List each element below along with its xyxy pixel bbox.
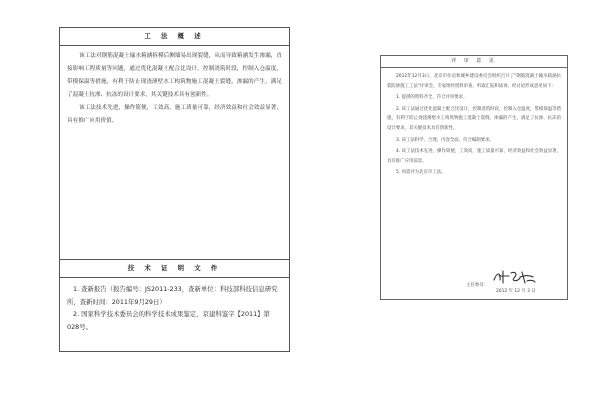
handwritten-signature (491, 268, 537, 286)
review-item: 4. 该工法技术先进，操作简便，工效高，施工质量可靠，经济效益和社会效益显著，具有推广应用前景。 (387, 149, 561, 164)
review-item: 2. 该工法通过优化混凝土配合比设计，控制浇筑时段，控制入仓温度，带模保温等措施，有利于防止现浇薄壁水工构筑物施工混凝土裂缝、渗漏的产生，满足了抗渗、抗冻的设计要求，其关键技术具有创新性。 (387, 106, 561, 131)
left-form (59, 27, 290, 352)
tech-docs-body (60, 278, 289, 333)
overview-paragraph: 该工法技术先进，操作简便，工效高，施工质量可靠，经济效益和社会效益显著，具有推广应用价值。 (67, 105, 282, 124)
chair-signature-line (466, 268, 537, 288)
review-intro: 2012年12月3日，北京市住房和城乡建设委员会组织召开了"钢筋混凝土输水箱涵抗裂防渗施工工法"评审会，专家组经资料审查、听取汇报和质询，经讨论形成意见如下： (387, 74, 561, 89)
review-item: 5. 同意评为北京市工法。 (396, 170, 446, 176)
chair-label: 主任委员： (466, 283, 488, 288)
review-item: 1. 提供的资料齐全，符合评审要求。 (396, 95, 468, 101)
sign-date: 2012 年 12 月 3 日 (496, 289, 536, 294)
overview-body (60, 46, 289, 260)
overview-title: 工 法 概 述 (60, 28, 289, 46)
review-form (380, 55, 568, 300)
tech-docs-title: 技 术 证 明 文 件 (60, 260, 289, 278)
tech-doc-item: 2. 国家科学技术委员会的科学技术成果鉴定，京建科鉴字【2011】第028号。 (67, 310, 270, 331)
tech-doc-item: 1. 查新报告（报告编号：JS2011-233，查新单位：科技部科技信息研究所，查新时间：2011年9月29日） (67, 285, 278, 306)
review-title: 评 审 意 见 (381, 56, 567, 68)
overview-paragraph: 该工法对钢筋混凝土输水箱涵拆模后侧墙易出现裂缝，从而导致箱涵发生渗漏，直接影响工程质量等问题，通过优化混凝土配合比设计，控制浇筑时段，控制入仓温度，带模保温等措施，有利于防止现浇薄壁水工构筑物施工混凝土裂缝、渗漏的产生，满足了混凝土抗渗、抗冻的设计要求，其关键技术具有创新性。 (67, 53, 282, 98)
review-item: 3. 该工法科学，合理，内容全面，符合编制要求。 (396, 137, 494, 143)
review-body (381, 68, 567, 178)
